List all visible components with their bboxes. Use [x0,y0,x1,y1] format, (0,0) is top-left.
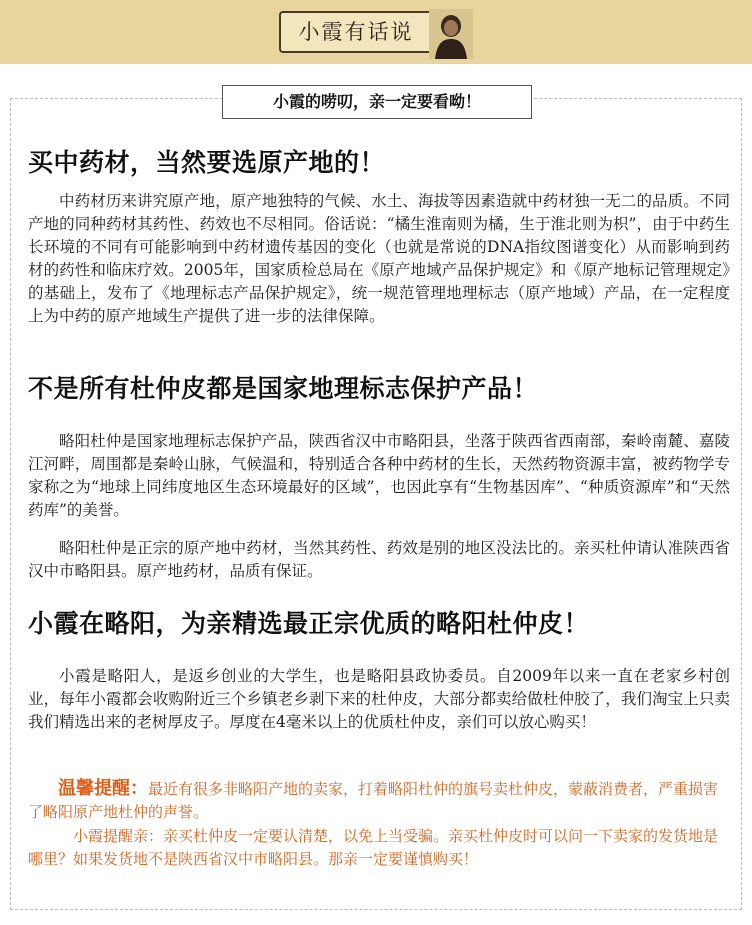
warm-tip [28,777,730,824]
paragraph-1: 中药材历来讲究原产地，原产地独特的气候、水土、海拔等因素造就中药材独一无二的品质。不同产地的同种药材其药性、药效也不尽相同。俗话说：“橘生淮南则为橘，生于淮北则为枳”，由于中药生长环境的不同有可能影响到中药材遗传基因的变化（也就是常说的DNA指纹图谱变化）从而影响到药材的药性和临床疗效。2005年，国家质检总局在《原产地域产品保护规定》和《原产地标记管理规定》的基础上，发布了《地理标志产品保护规定》，统一规范管理地理标志（原产地域）产品，在一定程度上为中药的原产地域生产提供了进一步的法律保障。 [28,192,730,325]
paragraph-3: 略阳杜仲是正宗的原产地中药材，当然其药性、药效是别的地区没法比的。亲买杜仲请认准陕西省汉中市略阳县。原产地药材，品质有保证。 [28,539,730,580]
banner-title-box [279,11,473,53]
paragraph-2: 略阳杜仲是国家地理标志保护产品，陕西省汉中市略阳县，坐落于陕西省西南部，秦岭南麓、嘉陵江河畔，周围都是秦岭山脉，气候温和，特别适合各种中药材的生长，天然药物资源丰富，被药物学专家称之为“地球上同纬度地区生态环境最好的区域”，也因此享有“生物基因库”、“种质资源库”和“天然药库”的美誉。 [28,432,730,519]
section-heading-1: 买中药材，当然要选原产地的！ [28,148,386,177]
warm-tip-text: 最近有很多非略阳产地的卖家，打着略阳杜仲的旗号卖杜仲皮，蒙蔽消费者，严重损害了略阳原产地杜仲的声誉。 [28,780,719,821]
warm-tip-label: 温馨提醒： [58,778,148,799]
paragraph-4: 小霞是略阳人，是返乡创业的大学生，也是略阳县政协委员。自2009年以来一直在老家乡村创业，每年小霞都会收购附近三个乡镇老乡剥下来的杜仲皮，大部分都卖给做杜仲胶了，我们淘宝上只卖我们精选出来的老树厚皮子。厚度在4毫米以上的优质杜仲皮，亲们可以放心购买！ [28,667,730,731]
section-heading-2: 不是所有杜仲皮都是国家地理标志保护产品！ [28,374,539,403]
reminder-text: 小霞提醒亲：亲买杜仲皮一定要认清楚，以免上当受骗。亲买杜仲皮时可以问一下卖家的发货地是哪里？如果发货地不是陕西省汉中市略阳县。那亲一定要谨慎购买！ [28,827,719,868]
banner-title: 小霞有话说 [298,20,414,44]
header-banner [0,0,752,64]
subtitle-label: 小霞的唠叨，亲一定要看呦！ [222,85,532,119]
portrait-icon [429,9,473,59]
section-heading-3: 小霞在略阳，为亲精选最正宗优质的略阳杜仲皮！ [28,609,590,638]
